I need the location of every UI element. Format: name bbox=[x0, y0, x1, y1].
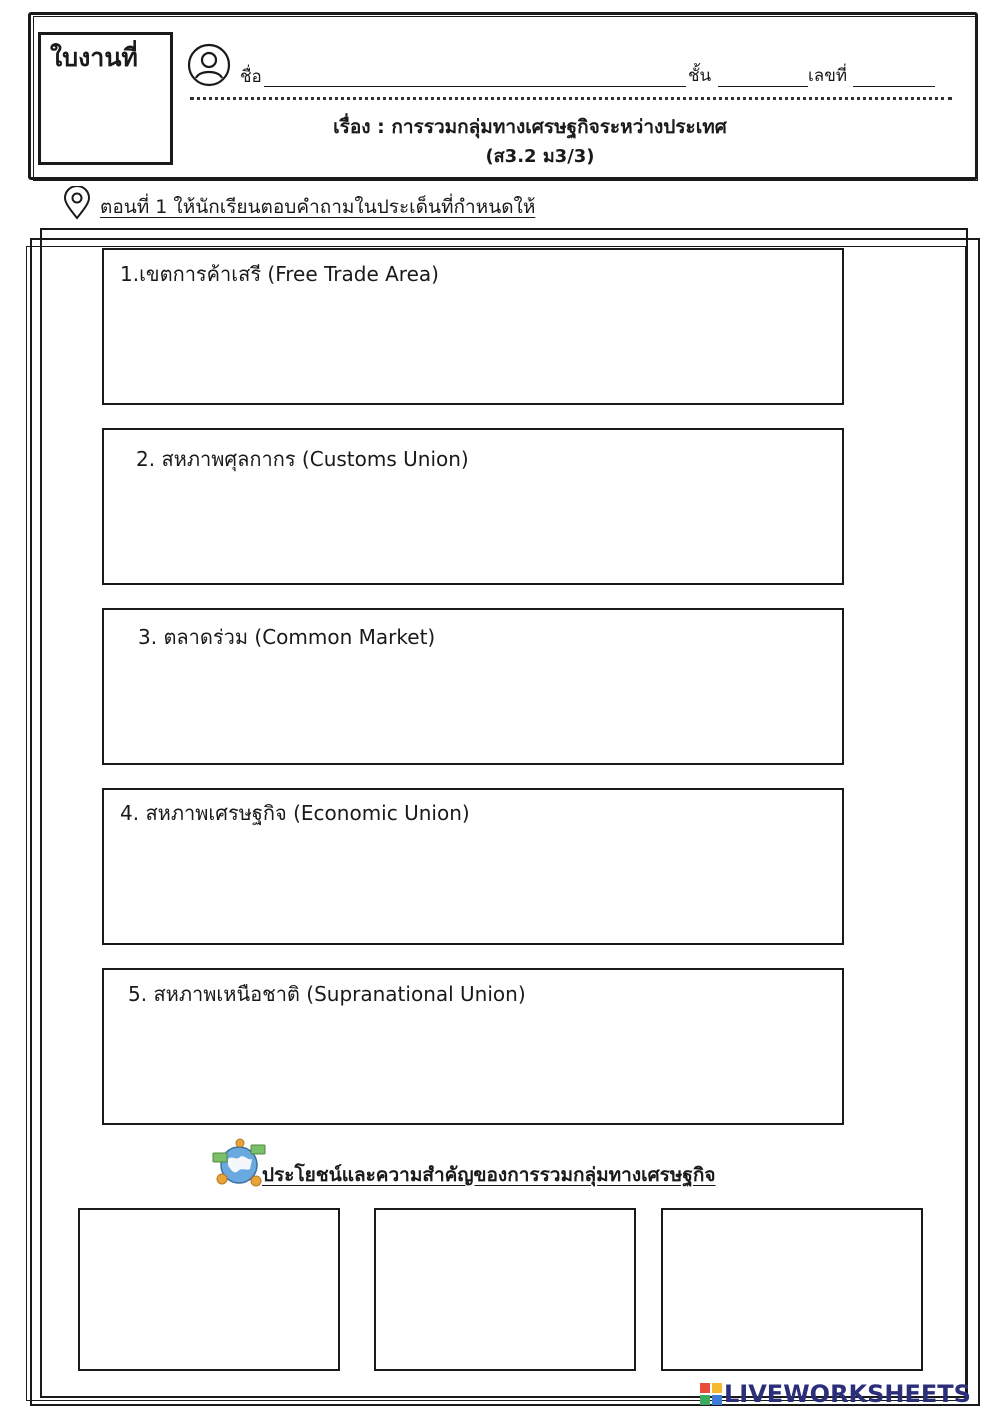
liveworksheets-logo-icon bbox=[700, 1383, 722, 1405]
topic-title: เรื่อง : การรวมกลุ่มทางเศรษฐกิจระหว่างประเทศ bbox=[333, 116, 727, 138]
section-title: ตอนที่ 1 ให้นักเรียนตอบคำถามในประเด็นที่กำหนดให้ bbox=[100, 196, 536, 218]
worksheet-label: ใบงานที่ bbox=[50, 43, 138, 72]
number-field[interactable] bbox=[853, 86, 935, 87]
user-icon bbox=[187, 43, 231, 87]
liveworksheets-watermark: LIVEWORKSHEETS bbox=[724, 1380, 971, 1408]
question-label: 3. ตลาดร่วม (Common Market) bbox=[138, 625, 436, 649]
name-field[interactable] bbox=[264, 86, 686, 87]
class-label: ชั้น bbox=[688, 66, 712, 86]
class-field[interactable] bbox=[718, 86, 808, 87]
standard-code: (ส3.2 ม3/3) bbox=[485, 146, 595, 167]
question-label: 1.เขตการค้าเสรี (Free Trade Area) bbox=[120, 262, 439, 286]
question-label: 2. สหภาพศุลกากร (Customs Union) bbox=[136, 447, 469, 471]
question-label: 4. สหภาพเศรษฐกิจ (Economic Union) bbox=[120, 801, 470, 825]
benefit-answer-box-2[interactable] bbox=[374, 1208, 636, 1371]
name-label: ชื่อ bbox=[240, 67, 262, 87]
benefits-title: ประโยชน์และความสำคัญของการรวมกลุ่มทางเศรษฐกิจ bbox=[262, 1164, 716, 1186]
globe-money-icon bbox=[210, 1135, 268, 1193]
benefit-answer-box-1[interactable] bbox=[78, 1208, 340, 1371]
number-label: เลขที่ bbox=[808, 66, 848, 86]
benefit-answer-box-3[interactable] bbox=[661, 1208, 923, 1371]
header-divider bbox=[190, 97, 952, 100]
question-label: 5. สหภาพเหนือชาติ (Supranational Union) bbox=[128, 982, 526, 1006]
location-pin-icon bbox=[62, 186, 92, 220]
